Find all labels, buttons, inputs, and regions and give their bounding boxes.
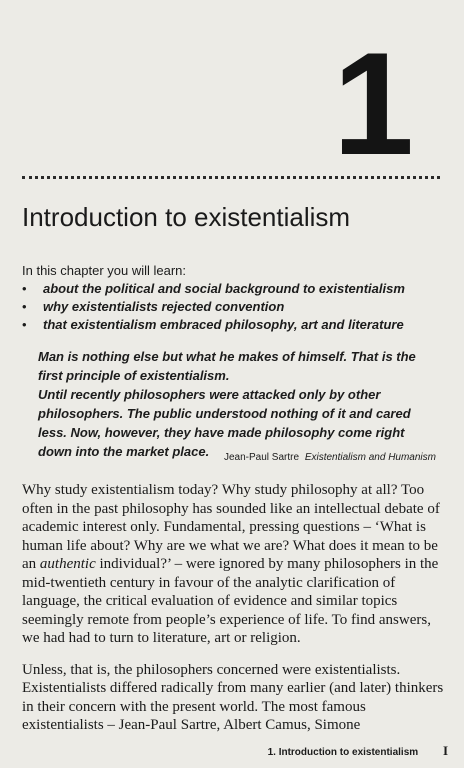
chapter-number: 1 xyxy=(332,22,408,185)
learn-intro: In this chapter you will learn: xyxy=(22,263,187,278)
learn-item xyxy=(22,298,442,316)
quote-line: Man is nothing else but what he makes of himself. That is the first principle of existentialism. xyxy=(38,349,416,383)
page-number: I xyxy=(442,743,448,758)
body-paragraph xyxy=(22,481,446,648)
learn-item xyxy=(22,280,442,298)
quote-author: Jean-Paul Sartre xyxy=(224,452,300,463)
body-text-run: Why study existentialism today? Why study philosophy at all? Too often in the past philosophy has sounded like an intellectual debate of academic interest only. Fundamental, pressing questions – ‘What is human life about? Why are we what we are? What does it mean to be an xyxy=(22,482,440,572)
quote-line: Until recently philosophers were attacked only by other philosophers. The public understood nothing of it and cared less. Now, however, they have made philosophy come right down into the market place. xyxy=(38,387,411,459)
body-paragraph: Unless, that is, the philosophers concerned were existentialists. Existentialists differed radically from many earlier (and later) thinkers in their concern with the present world. The most famous existentialists – Jean-Paul Sartre, Albert Camus, Simone xyxy=(22,661,444,733)
chapter-title: Introduction to existentialism xyxy=(22,202,351,232)
bullet-icon: • xyxy=(22,299,27,314)
epigraph-quote xyxy=(38,347,436,461)
quote-source: Existentialism and Humanism xyxy=(304,452,436,463)
page-footer xyxy=(268,743,448,759)
body-text-run: individual?’ – were ignored by many philosophers in the mid-twentieth century in favour of the analytic clarification of language, the critical evaluation of evidence and similar topics seemingly remote from people’s experience of life. To find answers, we had had to turn to literature, art or religion. xyxy=(22,556,439,646)
learn-item-text: about the political and social background to existentialism xyxy=(43,281,405,296)
learn-item-text: that existentialism embraced philosophy, art and literature xyxy=(43,317,404,332)
learn-item xyxy=(22,316,442,334)
running-head: 1. Introduction to existentialism xyxy=(267,747,419,758)
learn-list xyxy=(22,280,442,334)
body-text xyxy=(22,481,446,748)
bullet-icon: • xyxy=(22,281,27,296)
dotted-divider xyxy=(22,176,440,179)
quote-attribution xyxy=(224,451,436,465)
body-emphasis: authentic xyxy=(39,556,96,572)
bullet-icon: • xyxy=(22,317,27,332)
learn-item-text: why existentialists rejected convention xyxy=(43,299,285,314)
